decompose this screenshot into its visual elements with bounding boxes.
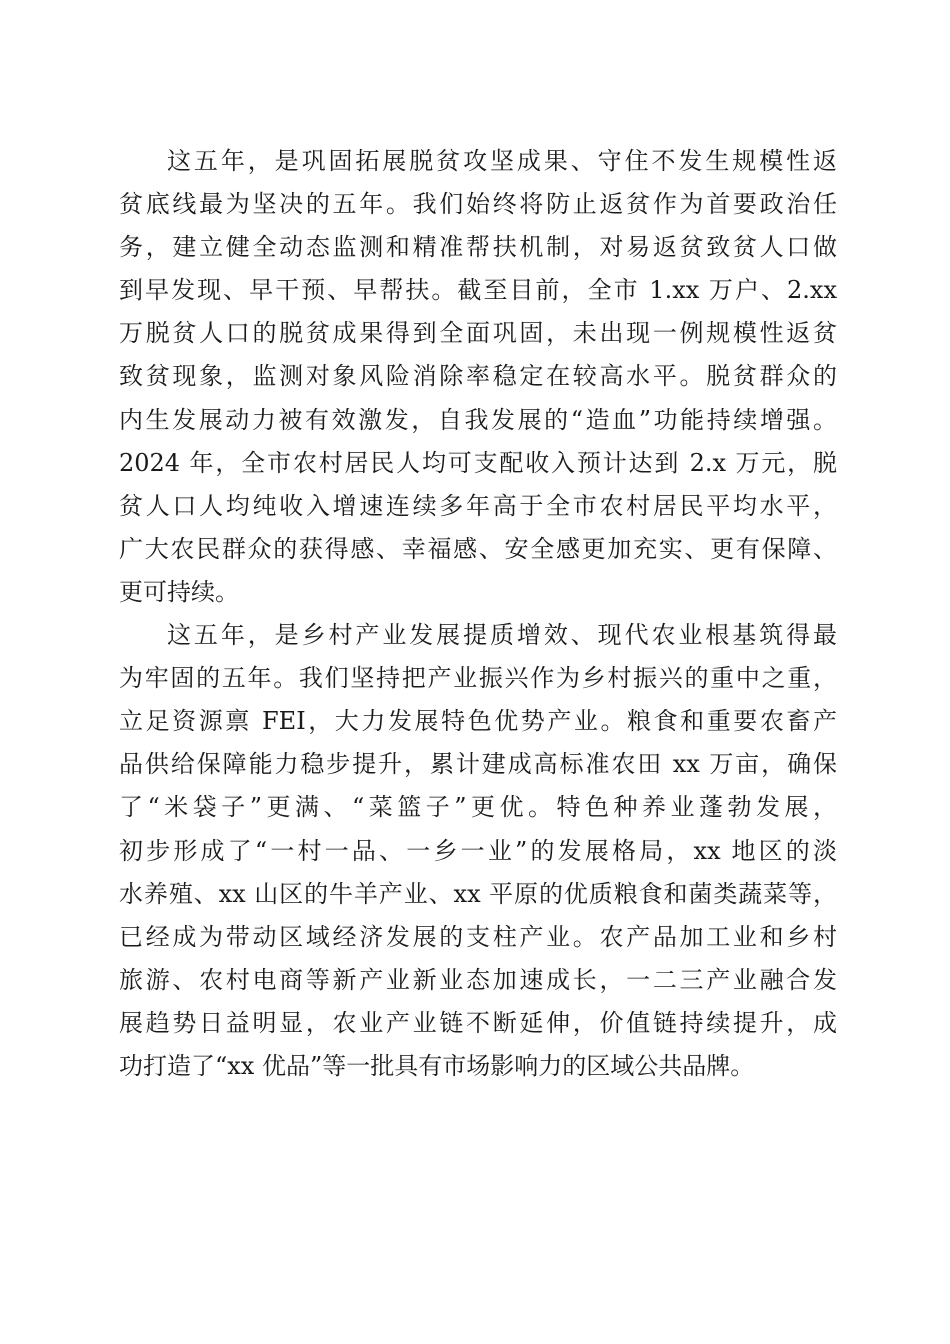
text-line: 为牢固的五年。我们坚持把产业振兴作为乡村振兴的重中之重， [119,664,837,693]
text-line: 品供给保障能力稳步提升，累计建成高标准农田 xx 万亩，确保 [119,750,837,779]
text-line: 更可持续。 [119,577,239,606]
text-line: 初步形成了“一村一品、一乡一业”的发展格局，xx 地区的淡 [119,836,837,865]
paragraph-poverty-consolidation [119,140,837,614]
text-line: 务，建立健全动态监测和精准帮扶机制，对易返贫致贫人口做 [119,233,837,262]
text-line: 万脱贫人口的脱贫成果得到全面巩固，未出现一例规模性返贫 [119,319,837,348]
text-line: 这五年，是巩固拓展脱贫攻坚成果、守住不发生规模性返 [167,147,837,175]
text-line: 广大农民群众的获得感、幸福感、安全感更加充实、更有保障、 [119,534,837,563]
text-line: 功打造了“xx 优品”等一批具有市场影响力的区域公共品牌。 [119,1051,755,1080]
text-line: 贫人口人均纯收入增速连续多年高于全市农村居民平均水平， [119,491,837,520]
text-line: 展趋势日益明显，农业产业链不断延伸，价值链持续提升，成 [119,1008,837,1037]
text-line: 2024 年，全市农村居民人均可支配收入预计达到 2.x 万元，脱 [119,448,837,477]
paragraph-rural-industry [119,614,837,1088]
text-line: 了“米袋子”更满、“菜篮子”更优。特色种养业蓬勃发展， [119,793,837,822]
text-line: 水养殖、xx 山区的牛羊产业、xx 平原的优质粮食和菌类蔬菜等， [119,879,837,908]
text-line: 致贫现象，监测对象风险消除率稳定在较高水平。脱贫群众的 [119,362,837,391]
document-body [119,140,837,1088]
text-line: 已经成为带动区域经济发展的支柱产业。农产品加工业和乡村 [119,922,837,951]
text-line: 贫底线最为坚决的五年。我们始终将防止返贫作为首要政治任 [119,190,837,219]
text-line: 立足资源禀 FEI，大力发展特色优势产业。粮食和重要农畜产 [119,707,837,736]
text-line: 到早发现、早干预、早帮扶。截至目前，全市 1.xx 万户、2.xx [119,276,837,305]
text-line: 内生发展动力被有效激发，自我发展的“造血”功能持续增强。 [119,405,837,434]
text-line: 这五年，是乡村产业发展提质增效、现代农业根基筑得最 [167,621,837,650]
text-line: 旅游、农村电商等新产业新业态加速成长，一二三产业融合发 [119,965,837,994]
